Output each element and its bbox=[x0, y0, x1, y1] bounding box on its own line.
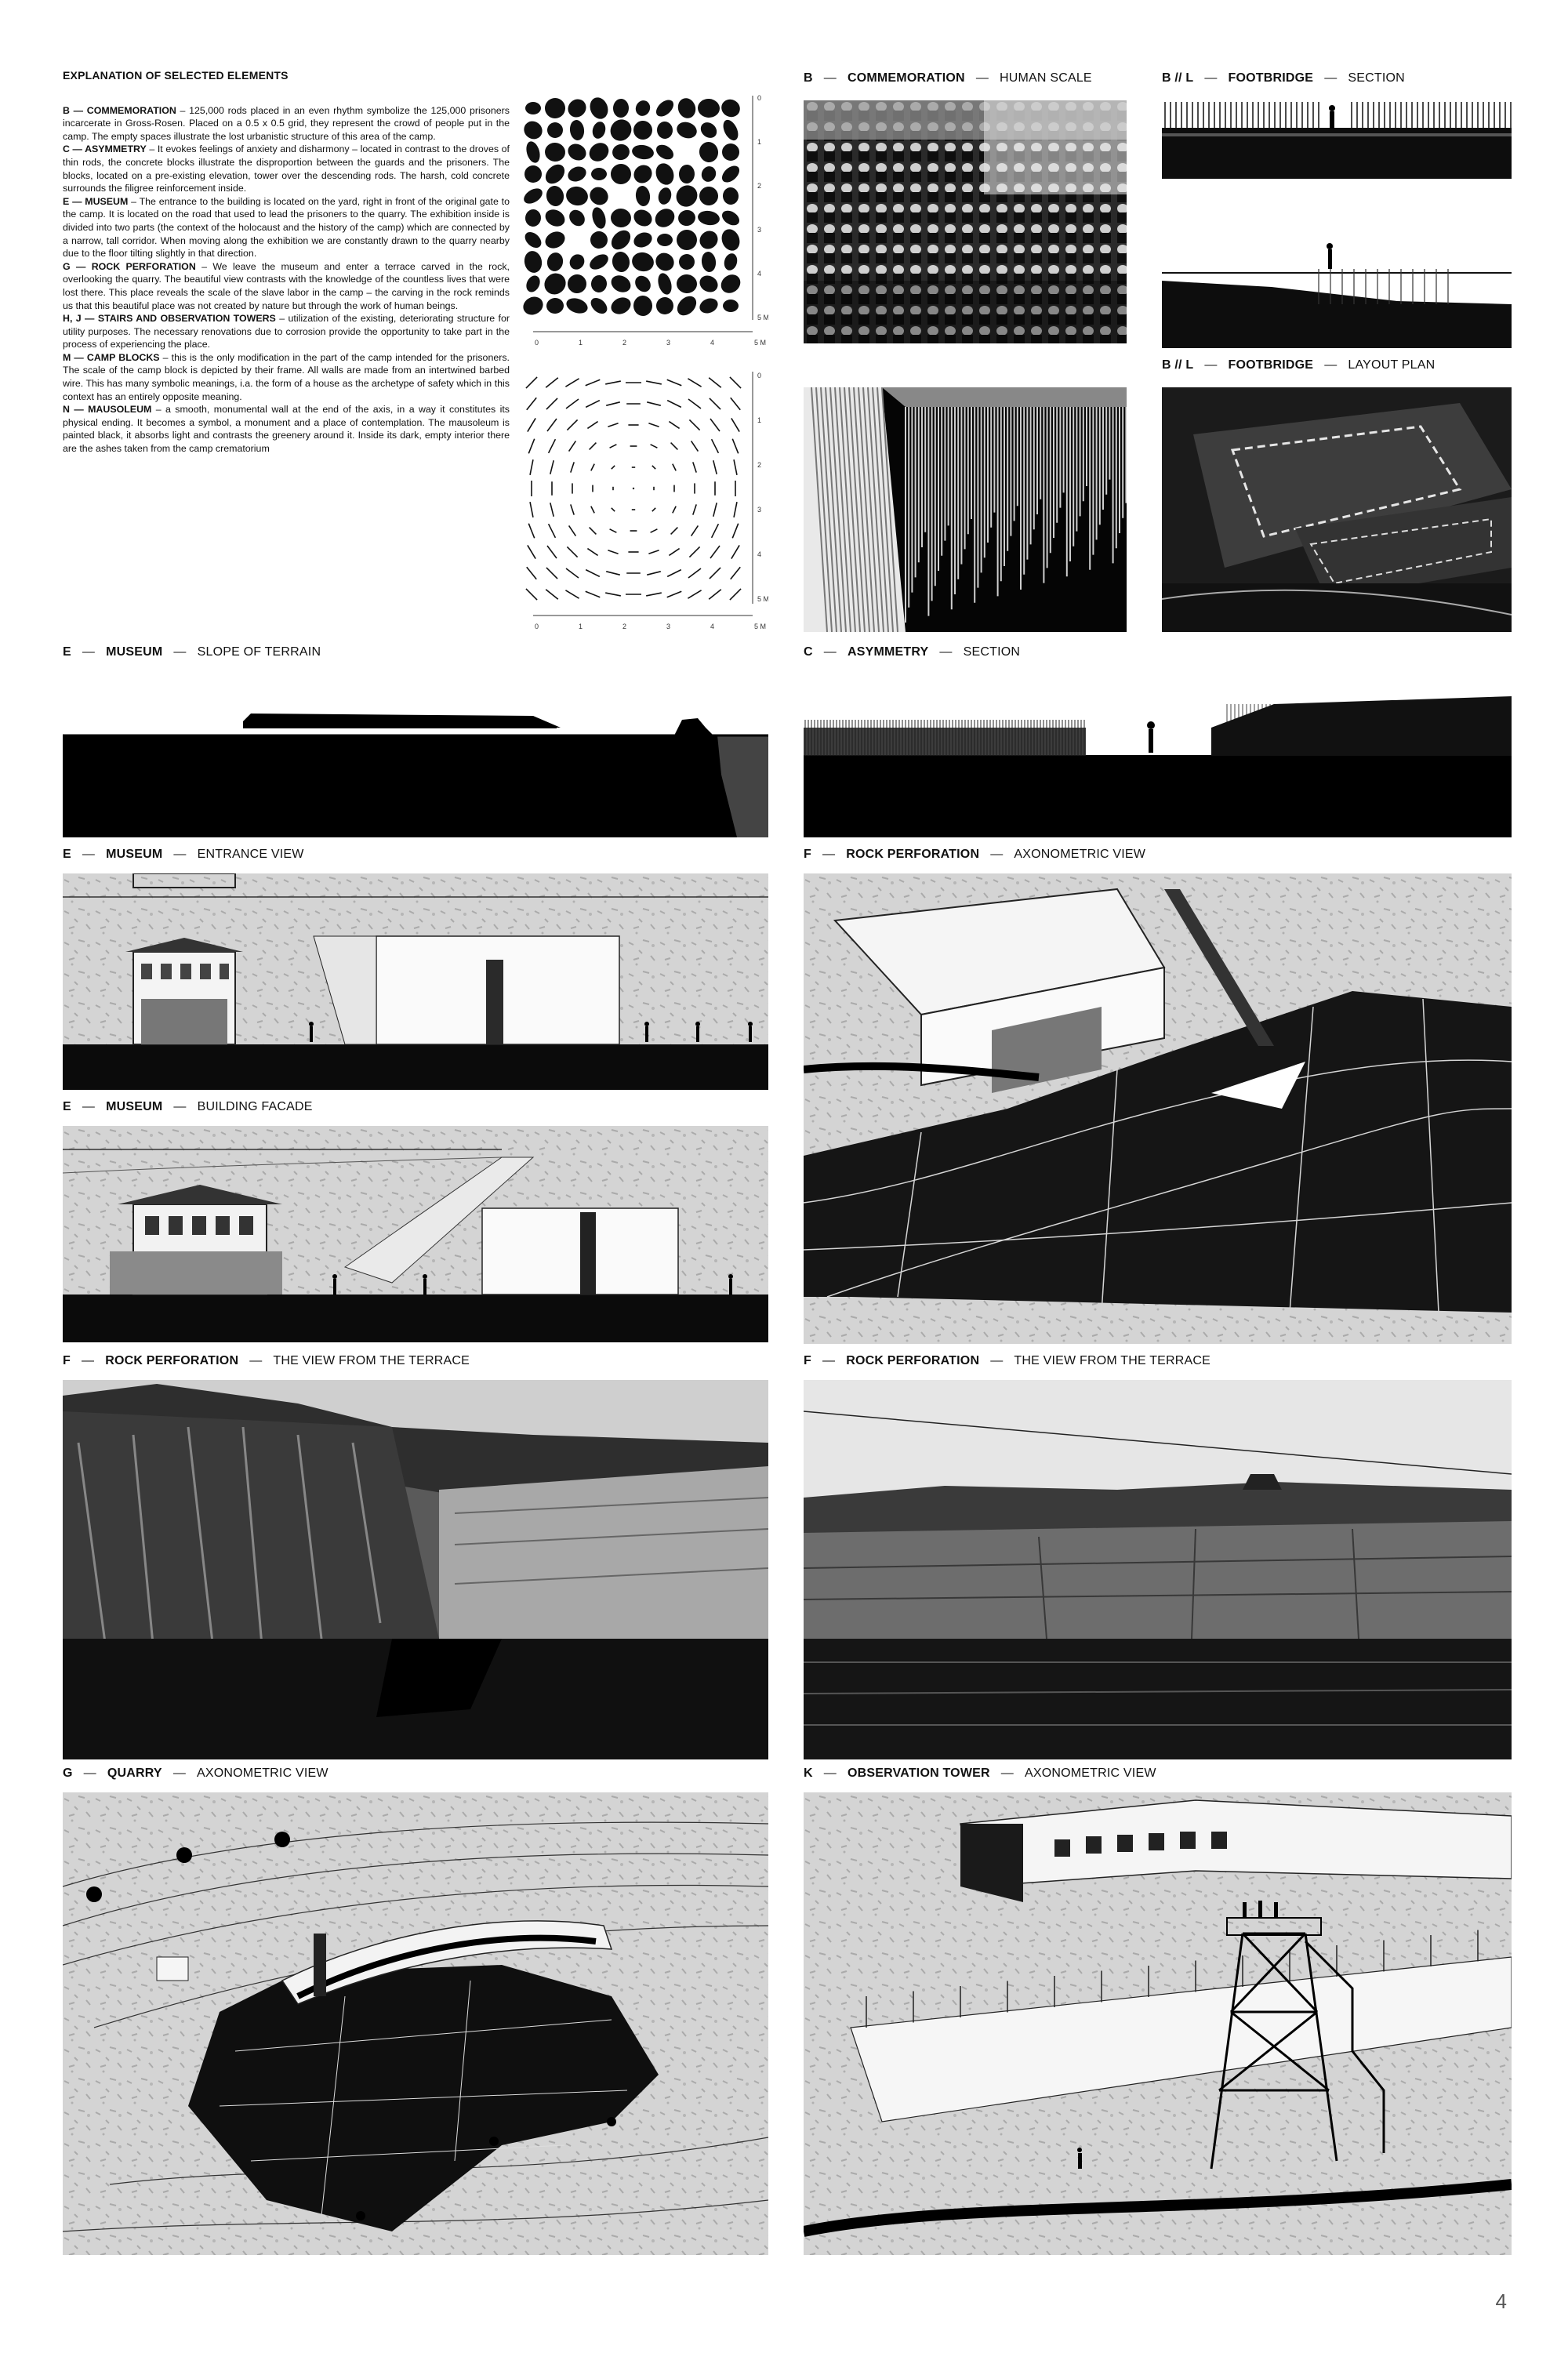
axis-tick-y: 4 bbox=[757, 550, 762, 558]
axis-tick-y: 4 bbox=[757, 270, 762, 278]
explanation-item: B — COMMEMORATION – 125,000 rods placed in an even rhythm symbolize the 125,000 prisoners incarcerate in Gross-Rosen. Placed on a 0.5 x 0.5 grid, they represent the crowd of people put in the camp. The empty spaces illustrate the lost urbanistic structure of this area of the camp. bbox=[63, 104, 510, 142]
photo-quarry-terrace-view-1 bbox=[63, 1380, 768, 1759]
drawing-footbridge-section-bottom bbox=[1162, 226, 1512, 348]
explanation-item: N — MAUSOLEUM – a smooth, monumental wall at the end of the axis, in a way it constitutes its physical ending. It becomes a symbol, a monument and a place of contemplation. The mausoleum is painted black, it absorbs light and contrasts the greenery around it. Inside its dark, empty interior there are the ashes taken from the camp crematorium bbox=[63, 404, 510, 455]
axis-tick-y: 0 bbox=[757, 372, 762, 379]
caption-bl-section: B // L — FOOTBRIDGE — SECTION bbox=[1162, 71, 1405, 85]
axis-tick-y: 5 M bbox=[757, 314, 768, 321]
render-museum-entrance-view bbox=[63, 873, 768, 1090]
caption-c-section: C — ASYMMETRY — SECTION bbox=[804, 645, 1021, 659]
axis-tick-y: 5 M bbox=[757, 595, 768, 603]
axis-tick-x: 0 bbox=[535, 339, 539, 347]
render-rock-perforation-axonometric bbox=[804, 873, 1512, 1344]
caption-e-entrance: E — MUSEUM — ENTRANCE VIEW bbox=[63, 848, 304, 861]
axis-tick-y: 1 bbox=[757, 416, 762, 424]
render-quarry-axonometric bbox=[63, 1792, 768, 2255]
axis-tick-x: 4 bbox=[710, 623, 715, 630]
rod-grid-blobs bbox=[517, 93, 768, 351]
explanation-text-block bbox=[63, 69, 510, 456]
caption-k-tower: K — OBSERVATION TOWER — AXONOMETRIC VIEW bbox=[804, 1767, 1156, 1780]
caption-f-terrace-1: F — ROCK PERFORATION — THE VIEW FROM THE TERRACE bbox=[63, 1354, 470, 1367]
render-asymmetry-rods bbox=[804, 387, 1127, 632]
axis-tick-x: 3 bbox=[666, 339, 671, 347]
axis-tick-x: 5 M bbox=[754, 623, 767, 630]
caption-f-axo: F — ROCK PERFORATION — AXONOMETRIC VIEW bbox=[804, 848, 1146, 861]
photo-quarry-terrace-view-2 bbox=[804, 1380, 1512, 1759]
page-number: 4 bbox=[1495, 2289, 1507, 2313]
axis-tick-x: 4 bbox=[710, 339, 715, 347]
caption-g-quarry: G — QUARRY — AXONOMETRIC VIEW bbox=[63, 1767, 328, 1780]
explanation-item: C — ASYMMETRY – It evokes feelings of anxiety and disharmony – located in contrast to the droves of thin rods, the concrete blocks illustrate the disproportion between the guards and the prisoners. The blocks, located on a pre-existing elevation, tower over the descending rods. The harsh, cold concrete surrounds the filigree reinforcement inside. bbox=[63, 143, 510, 194]
caption-e-facade: E — MUSEUM — BUILDING FACADE bbox=[63, 1100, 313, 1113]
axis-tick-x: 2 bbox=[622, 339, 627, 347]
caption-e-slope: E — MUSEUM — SLOPE OF TERRAIN bbox=[63, 645, 321, 659]
render-museum-building-facade bbox=[63, 1126, 768, 1342]
rod-grid-lines bbox=[517, 369, 768, 635]
drawing-museum-slope-section bbox=[63, 681, 768, 837]
caption-f-terrace-2: F — ROCK PERFORATION — THE VIEW FROM THE TERRACE bbox=[804, 1354, 1211, 1367]
axis-tick-x: 5 M bbox=[754, 339, 767, 347]
explanation-title: EXPLANATION OF SELECTED ELEMENTS bbox=[63, 69, 289, 82]
axis-tick-x: 1 bbox=[579, 623, 583, 630]
axis-tick-x: 2 bbox=[622, 623, 627, 630]
explanation-item: E — MUSEUM – The entrance to the building is located on the yard, right in front of the original gate to the camp. It is located on the road that used to lead the prisoners to the quarry. The exhibition inside is divided into two parts (the context of the holocaust and the history of the camp) which are connected by a narrow, tall corridor. When moving along the exhibition we are constantly drawn to the quarry nearby due to the floor tilting slightly in that direction. bbox=[63, 195, 510, 260]
render-footbridge-layout-plan bbox=[1162, 387, 1512, 632]
axis-tick-y: 3 bbox=[757, 226, 762, 234]
axis-tick-y: 3 bbox=[757, 506, 762, 514]
drawing-asymmetry-section bbox=[804, 681, 1512, 837]
axis-tick-y: 0 bbox=[757, 94, 762, 102]
axis-tick-y: 2 bbox=[757, 461, 762, 469]
caption-b-human-scale: B — COMMEMORATION — HUMAN SCALE bbox=[804, 71, 1092, 85]
explanation-item: G — ROCK PERFORATION – We leave the museum and enter a terrace carved in the rock, overlooking the quarry. The beautiful view contrasts with the knowledge of the countless lives that were lost there. This place reveals the scale of the slave labor in the camp – the carving in the rock reminds us that this beautiful place was not created by nature but through the work of human beings. bbox=[63, 260, 510, 311]
axis-tick-y: 2 bbox=[757, 182, 762, 190]
rod-grid-diagram bbox=[517, 93, 768, 351]
axis-tick-x: 1 bbox=[579, 339, 583, 347]
axis-tick-x: 0 bbox=[535, 623, 539, 630]
photo-commemoration-crowd bbox=[804, 100, 1127, 343]
axis-tick-x: 3 bbox=[666, 623, 671, 630]
explanation-item: M — CAMP BLOCKS – this is the only modification in the part of the camp intended for the prisoners. The scale of the camp block is depicted by their frame. All walls are made from an intertwined barbed wire. This has many symbolic meanings, i.a. the form of a house as the archetype of safety which in this context has an entirely opposite meaning. bbox=[63, 351, 510, 402]
drawing-footbridge-section-top bbox=[1162, 100, 1512, 179]
explanation-item: H, J — STAIRS AND OBSERVATION TOWERS – utilization of the existing, deteriorating structure for utility purposes. The necessary renovations due to corrosion provide the opportunity to take part in the process of experiencing the place. bbox=[63, 313, 510, 350]
rod-angle-diagram bbox=[517, 369, 768, 635]
axis-tick-y: 1 bbox=[757, 138, 762, 146]
render-observation-tower-axonometric bbox=[804, 1792, 1512, 2255]
caption-bl-layout: B // L — FOOTBRIDGE — LAYOUT PLAN bbox=[1162, 358, 1436, 372]
